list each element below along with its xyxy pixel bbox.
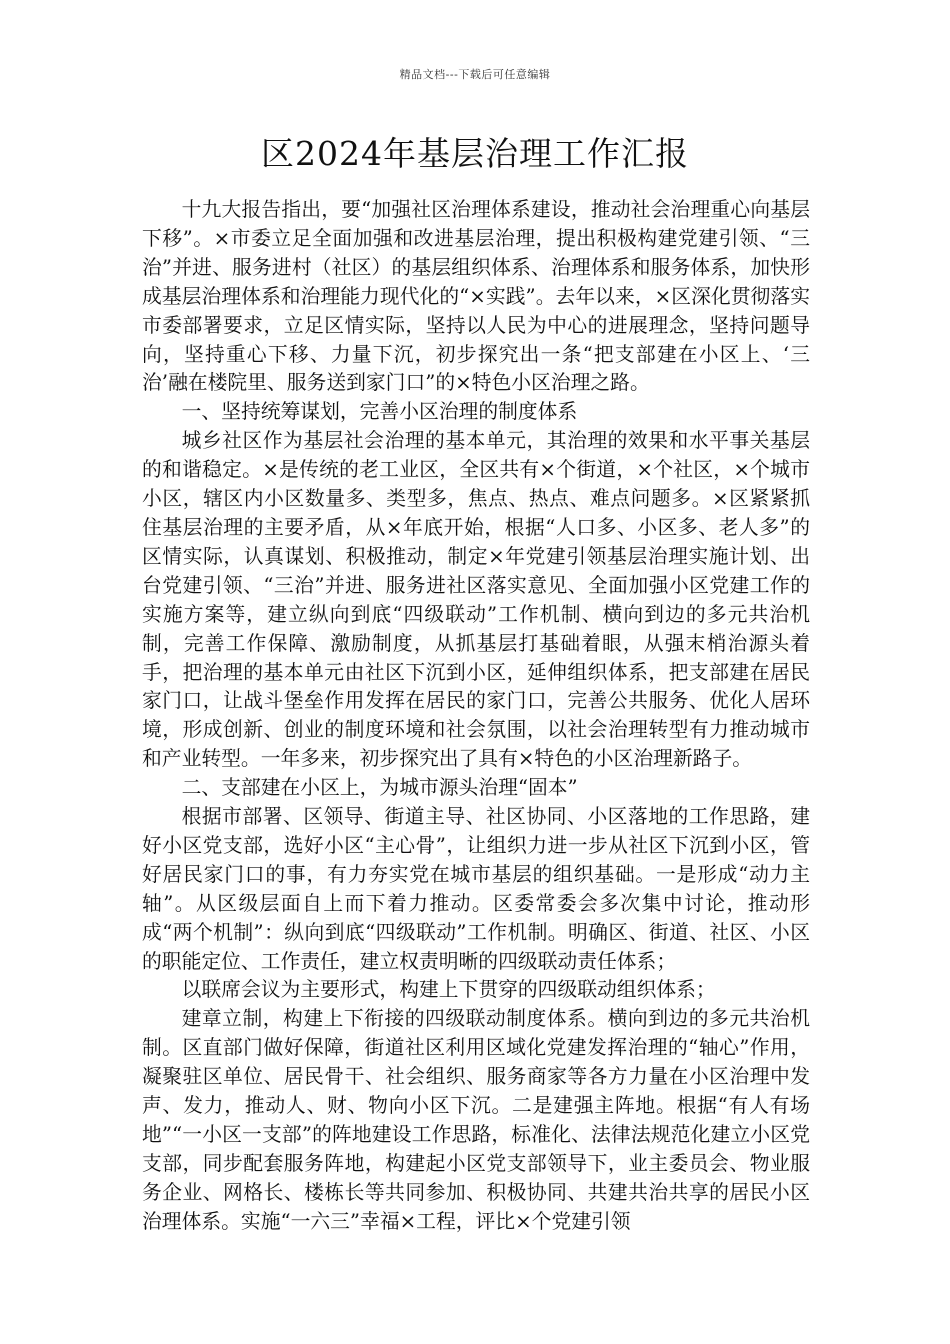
paragraph-rules: 建章立制，构建上下衔接的四级联动制度体系。横向到边的多元共治机制。区直部门做好保障，街道社区利用区域化党建发挥治理的“轴心”作用，凝聚驻区单位、居民骨干、社会组织、服务商家等各方力量在小区治理中发声、发力，推动人、财、物向小区下沉。二是建强主阵地。根据“有人有场地”“一小区一支部”的阵地建设工作思路，标准化、法律法规范化建立小区党支部，同步配套服务阵地，构建起小区党支部领导下，业主委员会、物业服务企业、网格长、楼栋长等共同参加、积极协同、共建共治共享的居民小区治理体系。实施“一六三”幸福×工程，评比×个党建引领: [142, 1007, 810, 1233]
paragraph-intro: 十九大报告指出，要“加强社区治理体系建设，推动社会治理重心向基层下移”。×市委立足全面加强和改进基层治理，提出积极构建党建引领、“三治”并进、服务进村（社区）的基层组织体系、治理体系和服务体系，加快形成基层治理体系和治理能力现代化的“×实践”。去年以来，×区深化贯彻落实市委部署要求，立足区情实际，坚持以人民为中心的进展理念，坚持问题导向，坚持重心下移、力量下沉，初步探究出一条“把支部建在小区上、‘三治’融在楼院里、服务送到家门口”的×特色小区治理之路。: [142, 198, 810, 395]
paragraph-section-1: 城乡社区作为基层社会治理的基本单元，其治理的效果和水平事关基层的和谐稳定。×是传统的老工业区，全区共有×个街道，×个社区，×个城市小区，辖区内小区数量多、类型多，焦点、热点、难点问题多。×区紧紧抓住基层治理的主要矛盾，从×年底开始，根据“人口多、小区多、老人多”的区情实际，认真谋划、积极推动，制定×年党建引领基层治理实施计划、出台党建引领、“三治”并进、服务进社区落实意见、全面加强小区党建工作的实施方案等，建立纵向到底“四级联动”工作机制、横向到边的多元共治机制，完善工作保障、激励制度，从抓基层打基础着眼，从强末梢治源头着手，把治理的基本单元由社区下沉到小区，延伸组织体系，把支部建在居民家门口，让战斗堡垒作用发挥在居民的家门口，完善公共服务、优化人居环境，形成创新、创业的制度环境和社会氛围，以社会治理转型有力推动城市和产业转型。一年多来，初步探究出了具有×特色的小区治理新路子。: [142, 429, 810, 771]
section-heading-2: 二、支部建在小区上，为城市源头治理“固本”: [181, 776, 578, 800]
section-heading-1: 一、坚持统筹谋划，完善小区治理的制度体系: [181, 400, 578, 424]
paragraph-section-2: 根据市部署、区领导、街道主导、社区协同、小区落地的工作思路，建好小区党支部，选好小区“主心骨”，让组织力进一步从社区下沉到小区，管好居民家门口的事，有力夯实党在城市基层的组织基础。一是形成“动力主轴”。从区级层面自上而下着力推动。区委常委会多次集中讨论，推动形成“两个机制”：纵向到底“四级联动”工作机制。明确区、街道、社区、小区的职能定位、工作责任，建立权责明晰的四级联动责任体系；: [142, 805, 810, 973]
document-body: [142, 196, 810, 1237]
header-note: 精品文档---下载后可任意编辑: [399, 68, 551, 81]
document-title: 区2024年基层治理工作汇报: [261, 134, 689, 173]
paragraph-joint-meeting: 以联席会议为主要形式，构建上下贯穿的四级联动组织体系；: [181, 978, 716, 1002]
